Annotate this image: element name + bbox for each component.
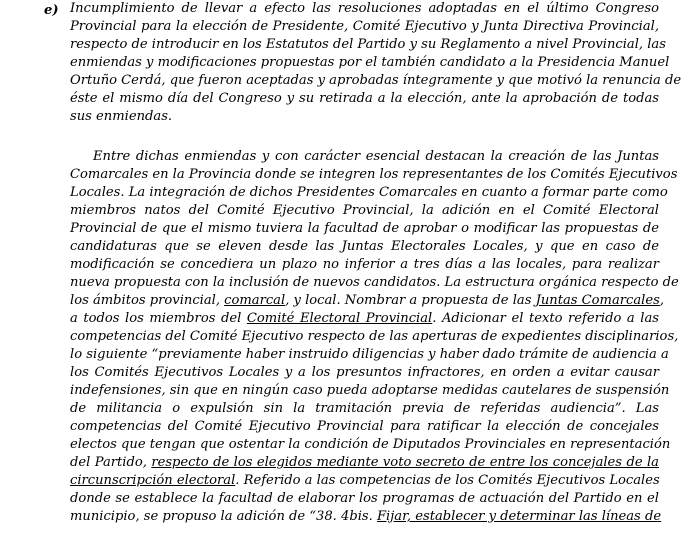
paragraph-line: Comarcales en la Provincia donde se integren los representantes de los Comités Ejecutivos — [70, 167, 678, 182]
paragraph-line — [70, 508, 662, 526]
text-run: municipio, se propuso la adición de “38. 4bis. — [70, 509, 377, 524]
paragraph-line — [70, 292, 665, 310]
paragraph-line — [70, 454, 659, 472]
paragraph-line: modificación se concediera un plazo no inferior a tres días a las locales, para realizar — [70, 257, 659, 272]
paragraph-line: los Comités Ejecutivos Locales y a los presuntos infractores, en orden a evitar causar — [70, 365, 659, 380]
underlined-text: Juntas Comarcales — [535, 293, 660, 308]
paragraph-line: Locales. La integración de dichos Presidentes Comarcales en cuanto a formar parte como — [70, 185, 668, 200]
paragraph-line: donde se establece la facultad de elaborar los programas de actuación del Partido en el — [70, 491, 659, 506]
item-line: Ortuño Cerdá, que fueron aceptadas y aprobadas íntegramente y que motivó la renuncia de — [70, 73, 681, 88]
paragraph-line: indefensiones, sin que en ningún caso pueda adoptarse medidas cautelares de suspensión — [70, 383, 670, 398]
text-run: . Referido a las competencias de los Comités Ejecutivos Locales — [235, 473, 660, 488]
text-run: , y local. Nombrar a propuesta de las — [285, 293, 536, 308]
item-line: éste el mismo día del Congreso y su retirada a la elección, ante la aprobación de todas — [70, 91, 659, 106]
paragraph-line: de militancia o expulsión sin la tramitación previa de referidas audiencia”. Las — [70, 401, 659, 416]
paragraph-line: lo siguiente “previamente haber instruido diligencias y haber dado trámite de audiencia a — [70, 347, 669, 362]
underlined-text: Comité Electoral Provincial — [246, 311, 433, 326]
paragraph-line: Entre dichas enmiendas y con carácter esencial destacan la creación de las Juntas — [93, 149, 659, 164]
paragraph-line: nueva propuesta con la inclusión de nuevos candidatos. La estructura orgánica respecto de — [70, 275, 679, 290]
paragraph-line — [70, 472, 659, 490]
item-line: Incumplimiento de llevar a efecto las resoluciones adoptadas en el último Congreso — [70, 1, 659, 16]
paragraph-line: competencias del Comité Ejecutivo Provincial para ratificar la elección de concejales — [70, 419, 659, 434]
item-line: enmiendas y modificaciones propuestas por el también candidato a la Presidencia Manuel — [70, 55, 670, 70]
item-line: respecto de introducir en los Estatutos del Partido y su Reglamento a nivel Provincial, las — [70, 37, 666, 52]
paragraph-line: competencias del Comité Ejecutivo respecto de las aperturas de expedientes disciplinarios, — [70, 329, 679, 344]
paragraph-line: miembros natos del Comité Ejecutivo Provincial, la adición en el Comité Electoral — [70, 203, 659, 218]
underlined-text: respecto de los elegidos mediante voto secreto de entre los concejales de la — [151, 455, 659, 470]
underlined-text: circunscripción electoral — [70, 473, 236, 488]
item-line: sus enmiendas. — [70, 109, 173, 124]
text-run: del Partido, — [70, 455, 152, 470]
text-run: a todos los miembros del — [70, 311, 247, 326]
text-run: los ámbitos provincial, — [70, 293, 225, 308]
underlined-text: Fijar, establecer y determinar las líneas de — [376, 509, 662, 524]
text-run: , — [659, 293, 665, 308]
text-run: . Adicionar el texto referido a las — [432, 311, 660, 326]
paragraph-line: Provincial de que el mismo tuviera la facultad de aprobar o modificar las propuestas de — [70, 221, 659, 236]
paragraph-line — [70, 310, 659, 328]
item-line: Provincial para la elección de Presidente, Comité Ejecutivo y Junta Directiva Provincial, — [70, 19, 659, 34]
list-item-marker: e) — [44, 3, 59, 18]
paragraph-line: candidaturas que se eleven desde las Juntas Electorales Locales, y que en caso de — [70, 239, 659, 254]
underlined-text: comarcal — [224, 293, 286, 308]
paragraph-line: electos que tengan que ostentar la condición de Diputados Provinciales en representación — [70, 437, 671, 452]
